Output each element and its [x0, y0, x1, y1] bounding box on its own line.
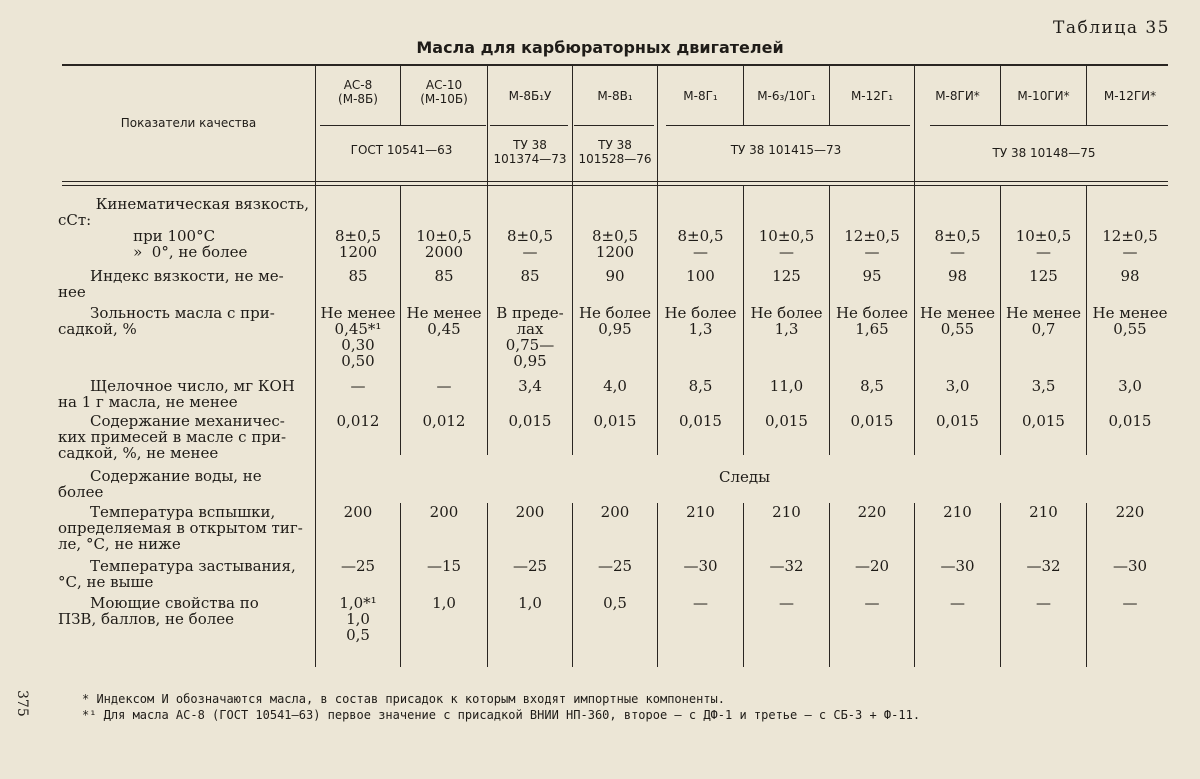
table-cell: Не более 1,3: [664, 304, 737, 338]
table-cell: 10±0,5 2000: [416, 227, 472, 261]
table-cell: 8,5: [688, 377, 713, 395]
table-cell: —30: [1112, 557, 1148, 575]
table-cell: 85: [434, 267, 454, 285]
oil-header: АС-10 (М-10Б): [420, 78, 468, 106]
column-divider: [487, 65, 488, 185]
table-cell: —15: [426, 557, 462, 575]
header-subrule: [574, 125, 654, 126]
table-cell: 8±0,5 —: [507, 227, 553, 261]
table-cell: 125: [1029, 267, 1058, 285]
table-cell: —: [693, 594, 708, 612]
table-cell: 0,015: [1108, 412, 1152, 430]
table-cell: Не менее 0,55: [1092, 304, 1168, 338]
oil-header: М-8ГИ*: [935, 89, 980, 103]
table-cell: 0,012: [422, 412, 466, 430]
table-cell: 200: [429, 503, 459, 521]
oil-header: М-12Г₁: [850, 89, 894, 103]
table-cell: 1,0*¹ 1,0 0,5: [339, 594, 377, 644]
table-cell: 210: [686, 503, 715, 521]
table-cell: 3,0: [945, 377, 970, 395]
table-cell: 12±0,5 —: [1102, 227, 1158, 261]
table-cell: 125: [772, 267, 801, 285]
param-alkaline-number: Щелочное число, мг КОН на 1 г масла, не менее: [58, 377, 295, 411]
table-cell: —32: [769, 557, 804, 575]
table-cell: 1,0: [518, 594, 542, 612]
table-cell: 0,015: [850, 412, 894, 430]
param-water: Содержание воды, не более: [58, 467, 262, 501]
table-cell: 0,012: [336, 412, 380, 430]
table-cell: 10±0,5 —: [758, 227, 815, 261]
table-cell: —30: [683, 557, 718, 575]
table-cell: 98: [947, 267, 968, 285]
param-viscosity-index: Индекс вязкости, не ме- нее: [58, 267, 284, 301]
column-divider: [657, 65, 658, 185]
table-cell: 200: [343, 503, 373, 521]
param-flash-point: Температура вспышки, определяемая в открытом тиг- ле, °С, не ниже: [58, 503, 303, 553]
table-cell: 11,0: [769, 377, 804, 395]
oil-header: М-6₃/10Г₁: [757, 89, 816, 103]
table-cell: —25: [597, 557, 633, 575]
table-cell: 200: [600, 503, 630, 521]
table-cell: 0,015: [679, 412, 722, 430]
table-cell: Не менее 0,45: [406, 304, 482, 338]
standard-header: ТУ 38 101528—76: [578, 138, 652, 166]
footnote: * Индексом И обозначаются масла, в состав присадок к которым входят импортные компоненты.: [82, 692, 725, 706]
oil-header: М-8В₁: [597, 89, 633, 103]
table-cell: 0,015: [593, 412, 637, 430]
table-cell: 0,015: [1022, 412, 1065, 430]
table-cell: Не более 1,3: [750, 304, 823, 338]
oil-header: М-8Г₁: [683, 89, 718, 103]
param-viscosity: Кинематическая вязкость, сСт: при 100°С » 0°, не более: [58, 195, 309, 261]
table-cell: 0,015: [765, 412, 808, 430]
table-cell: 85: [348, 267, 368, 285]
table-cell: —30: [940, 557, 975, 575]
column-divider: [1000, 503, 1001, 667]
standard-header: ТУ 38 101415—73: [730, 143, 842, 157]
table-cell: Не менее 0,45*¹ 0,30 0,50: [320, 304, 396, 370]
header-bottom-rule: [62, 181, 1168, 182]
page-number: 375: [14, 690, 30, 717]
table-cell: 8±0,5 1200: [592, 227, 638, 261]
param-ash: Зольность масла с при- садкой, %: [58, 304, 275, 338]
table-cell: 210: [772, 503, 801, 521]
indicators-header: Показатели качества: [120, 116, 257, 130]
param-impurities: Содержание механичес- ких примесей в масле с при- садкой, %, не менее: [58, 412, 287, 462]
table-cell: Не более 0,95: [578, 304, 652, 338]
header-bottom-rule: [62, 185, 1168, 186]
column-divider: [1086, 503, 1087, 667]
column-divider: [829, 503, 830, 667]
table-cell: В преде- лах 0,75— 0,95: [496, 304, 564, 370]
oil-header: АС-8 (М-8Б): [338, 78, 378, 106]
table-cell: 220: [1115, 503, 1145, 521]
header-subrule: [320, 125, 486, 126]
table-cell: 3,4: [518, 377, 542, 395]
table-cell: 0,5: [603, 594, 627, 612]
table-cell: 8±0,5 —: [677, 227, 724, 261]
table-cell: 4,0: [603, 377, 627, 395]
table-cell: 85: [520, 267, 540, 285]
table-cell: —: [950, 594, 965, 612]
oil-header: М-12ГИ*: [1103, 89, 1157, 103]
param-detergency: Моющие свойства по ПЗВ, баллов, не более: [58, 594, 259, 628]
table-cell: 0,015: [936, 412, 979, 430]
column-divider: [914, 503, 915, 667]
table-cell: 0,015: [508, 412, 552, 430]
column-divider: [572, 503, 573, 667]
footnote: *¹ Для масла АС-8 (ГОСТ 10541—63) первое значение с присадкой ВНИИ НП-360, второе — с ДФ-1 и третье — с СБ-3 + Ф-11.: [82, 708, 921, 722]
table-cell: Не менее 0,55: [919, 304, 996, 338]
column-divider: [487, 503, 488, 667]
standard-header: ГОСТ 10541—63: [350, 143, 453, 157]
column-divider: [914, 65, 915, 185]
table-cell: —: [1122, 594, 1138, 612]
table-cell: 3,0: [1118, 377, 1142, 395]
header-subrule: [666, 125, 910, 126]
standard-header: ТУ 38 101374—73: [493, 138, 567, 166]
top-rule: [62, 64, 1168, 66]
table-cell: —: [864, 594, 880, 612]
water-content-value: Следы: [718, 468, 771, 486]
table-cell: —25: [512, 557, 548, 575]
table-cell: Не менее 0,7: [1005, 304, 1082, 338]
table-cell: 3,5: [1031, 377, 1056, 395]
header-subrule: [490, 125, 568, 126]
table-cell: 8±0,5 —: [934, 227, 981, 261]
table-cell: 8±0,5 1200: [335, 227, 381, 261]
table-cell: 100: [686, 267, 715, 285]
column-divider: [743, 503, 744, 667]
table-cell: 98: [1120, 267, 1140, 285]
table-cell: 200: [515, 503, 545, 521]
header-subrule: [930, 125, 1168, 126]
table-cell: —: [779, 594, 794, 612]
table-cell: 90: [605, 267, 625, 285]
table-cell: —25: [340, 557, 376, 575]
table-cell: 220: [857, 503, 887, 521]
column-divider: [572, 65, 573, 185]
table-cell: —32: [1026, 557, 1061, 575]
table-number: Таблица 35: [1053, 18, 1170, 38]
standard-header: ТУ 38 10148—75: [992, 146, 1096, 160]
table-cell: Не более 1,65: [835, 304, 909, 338]
oil-header: М-8Б₁У: [508, 89, 552, 103]
table-cell: 210: [1029, 503, 1058, 521]
table-cell: 210: [943, 503, 972, 521]
table-cell: 1,0: [432, 594, 456, 612]
table-cell: 12±0,5 —: [844, 227, 900, 261]
column-divider: [657, 503, 658, 667]
column-divider: [400, 503, 401, 667]
table-title: Масла для карбюраторных двигателей: [416, 38, 784, 57]
table-cell: —: [350, 377, 366, 395]
table-cell: —: [1036, 594, 1051, 612]
table-cell: 10±0,5 —: [1015, 227, 1072, 261]
table-cell: —: [436, 377, 452, 395]
oil-header: М-10ГИ*: [1017, 89, 1070, 103]
table-cell: 95: [862, 267, 882, 285]
param-pour-point: Температура застывания, °С, не выше: [58, 557, 296, 591]
table-cell: 8,5: [860, 377, 884, 395]
table-cell: —20: [854, 557, 890, 575]
